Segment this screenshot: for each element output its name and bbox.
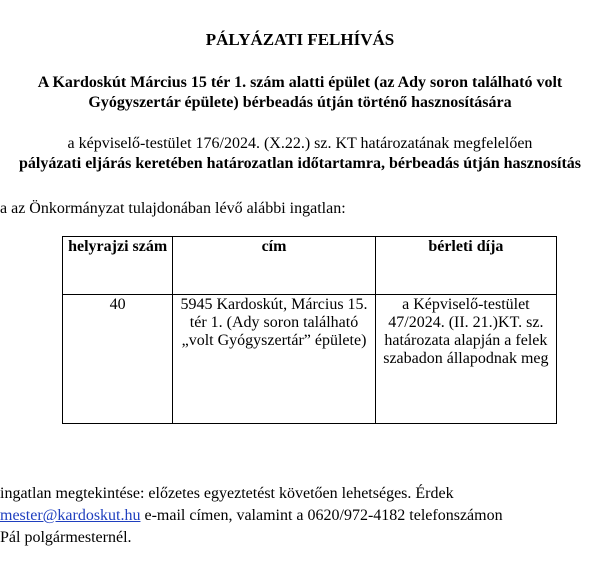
header-plot-number: helyrajzi szám <box>63 237 173 295</box>
cell-plot-number: 40 <box>63 295 173 424</box>
cell-address: 5945 Kardoskút, Március 15. tér 1. (Ady soron található „volt Gyógyszertár” épülete) <box>173 295 375 424</box>
viewing-info: ingatlan megtekintése: előzetes egyeztetést követően lehetséges. Érdek <box>0 485 454 502</box>
table-row <box>63 295 557 424</box>
phone-text: e-mail címen, valamint a 0620/972-4182 telefonszámon <box>140 507 503 524</box>
email-link[interactable]: mester@kardoskut.hu <box>0 507 141 524</box>
table-header-row <box>63 237 557 295</box>
property-table <box>62 236 557 424</box>
contact-person: Pál polgármesternél. <box>0 529 132 546</box>
procedure-description: pályázati eljárás keretében határozatlan időtartamra, bérbeadás útján hasznosítás <box>18 155 582 172</box>
header-rent: bérleti díja <box>375 237 556 295</box>
property-intro: a az Önkormányzat tulajdonában lévő alábbi ingatlan: <box>0 200 346 217</box>
page-title: PÁLYÁZATI FELHÍVÁS <box>205 30 395 49</box>
header-address: cím <box>173 237 375 295</box>
cell-rent: a Képviselő-testület 47/2024. (II. 21.)KT. sz. határozata alapján a felek szabadon állapodnak meg <box>375 295 556 424</box>
resolution-reference: a képviselő-testület 176/2024. (X.22.) sz. KT határozatának megfelelően <box>67 135 533 152</box>
subject-line-2: Gyógyszertár épülete) bérbeadás útján történő hasznosítására <box>88 94 512 111</box>
contact-line <box>0 506 503 525</box>
subject-line-1: A Kardoskút Március 15 tér 1. szám alatti épület (az Ady soron található volt <box>37 74 563 91</box>
